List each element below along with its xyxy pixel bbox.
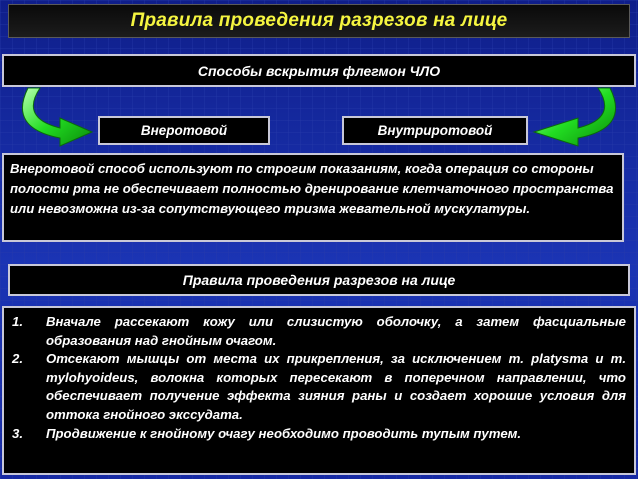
rule-text: Отсекают мышцы от места их прикрепления, за исключением m. platysma и m. mylohyoideus, волокна которых пересекают в поперечном направлении, что обеспечивает получение эффекта зияния раны и создает хорошие условия для оттока гнойного экссудата. xyxy=(46,351,626,422)
rule-text: Вначале рассекают кожу или слизистую оболочку, а затем фасциальные образования над гнойным очагом. xyxy=(46,314,626,348)
rule-number: 2. xyxy=(12,351,23,367)
rules-header-box xyxy=(8,264,630,296)
rule-number: 3. xyxy=(12,425,23,441)
left-curved-arrow-icon xyxy=(22,88,92,146)
subtitle-box xyxy=(2,54,636,87)
subtitle-text: Способы вскрытия флегмон ЧЛО xyxy=(197,62,441,79)
rule-item-1 xyxy=(12,313,626,350)
page-title: Правила проведения разрезов на лице xyxy=(130,10,508,31)
right-curved-arrow-icon xyxy=(534,88,616,146)
description-text: Внеротовой способ используют по строгим показаниям, когда операция со стороны полости рта не обеспечивает полностью дренирование клетчаточного пространства или невозможна из-за сопутствующего тризма жевательной мускулатуры. xyxy=(10,161,614,216)
rules-list xyxy=(2,306,636,475)
rule-number: 1. xyxy=(12,314,23,329)
method-intraoral-box xyxy=(342,116,528,145)
title-bar xyxy=(8,4,630,38)
rule-text: Продвижение к гнойному очагу необходимо проводить тупым путем. xyxy=(46,425,522,441)
rule-item-3 xyxy=(12,425,626,444)
method-extraoral-label: Внеротовой xyxy=(140,123,228,138)
rules-header-text: Правила проведения разрезов на лице xyxy=(182,272,456,288)
method-extraoral-box xyxy=(98,116,270,145)
rule-item-2 xyxy=(12,350,626,424)
description-box xyxy=(2,153,624,242)
method-intraoral-label: Внутриротовой xyxy=(377,123,493,138)
